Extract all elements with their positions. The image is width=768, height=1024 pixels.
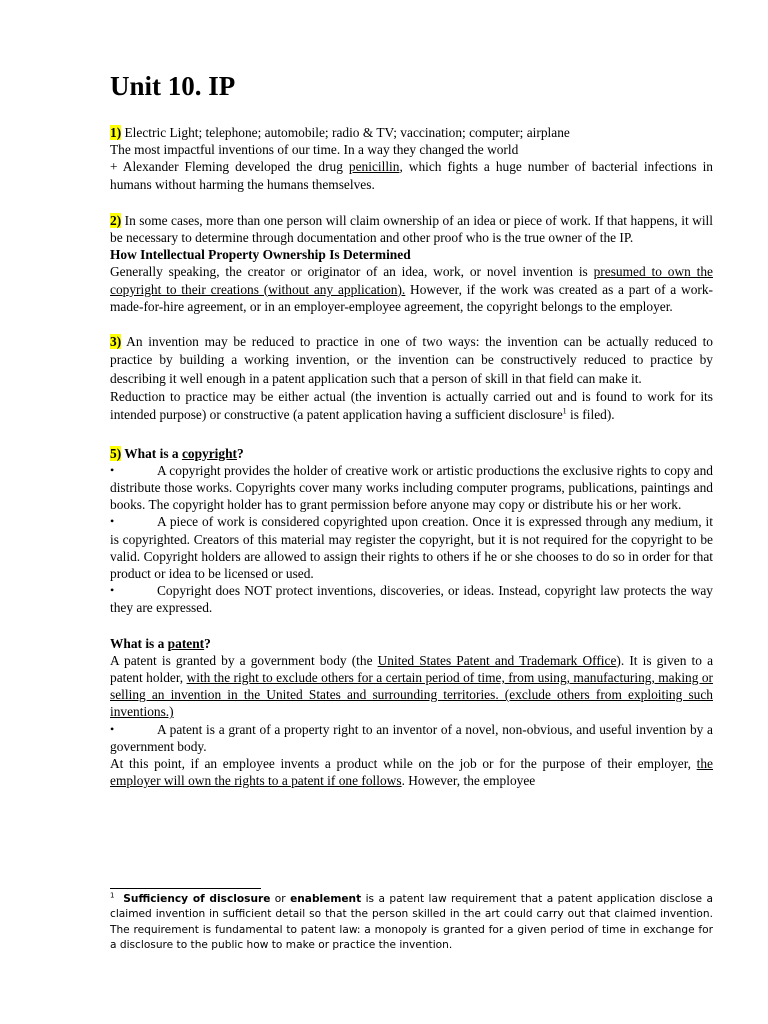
section-1-line-3-text-b: , which fights a huge number of bacterial infections in humans without harming the humans themselves. — [110, 159, 713, 192]
copyright-bullet-2: • A piece of work is considered copyrighted upon creation. Once it is expressed through any medium, it is copyrighted. Creators of this material may register the copyright, but it is not required for the copyright to be valid. Copyright holders are allowed to assign their rights to others if he or she chooses to do so in order for that product or idea to be licensed or used. — [110, 513, 713, 582]
penicillin-link[interactable]: penicillin — [348, 159, 400, 175]
patent-paragraph-2-text-b: . However, the employee — [401, 773, 536, 789]
section-2-underlined-text: presumed to own the copyright to their creations (without any application). — [110, 264, 713, 297]
section-3-paragraph-2-text-b: is filed). — [566, 407, 615, 423]
section-3-paragraph-1 — [110, 333, 713, 388]
section-1-line-2: The most impactful inventions of our time. In a way they changed the world — [110, 142, 519, 158]
section-1-line-3 — [110, 158, 713, 192]
section-2-heading: How Intellectual Property Ownership Is Determined — [110, 247, 411, 263]
footnote-separator — [110, 888, 261, 889]
patent-heading-text-a: What is a — [110, 635, 168, 651]
patent-heading — [110, 635, 713, 652]
section-2-number: 2) — [110, 212, 122, 228]
copyright-heading-text-a: What is a — [121, 445, 182, 461]
copyright-heading — [110, 445, 713, 462]
patent-link[interactable]: patent — [167, 635, 205, 651]
section-2-paragraph-2-text-a: Generally speaking, the creator or originator of an idea, work, or novel invention is — [110, 264, 594, 280]
patent-paragraph-1 — [110, 652, 713, 721]
footnote-reference[interactable]: 1 — [562, 406, 567, 416]
section-2-paragraph-2-text-b: However, if the work was created as a part of a work-made-for-hire agreement, or in an employer-employee agreement, the copyright belongs to the employer. — [110, 281, 714, 314]
section-2-paragraph-1-text: In some cases, more than one person will claim ownership of an idea or piece of work. If that happens, it will be necessary to determine through documentation and other proof who is the true owner of the IP. — [110, 212, 713, 246]
patent-heading-text-b: ? — [204, 635, 211, 651]
patent-paragraph-1-text-a: A patent is granted by a government body (the — [110, 652, 378, 668]
copyright-link[interactable]: copyright — [181, 445, 237, 461]
footnote-term-1: Sufficiency of disclosure — [123, 893, 271, 905]
footnote-text-2: is a patent law requirement that a patent application disclose a claimed invention in sufficient detail so that the person skilled in the art could carry out that claimed invention. The requirement is fundamental to patent law: a monopoly is granted for a given period of time in exchange for a disclosure to the public how to make or practice the invention. — [110, 893, 713, 952]
patent-paragraph-1-text-b: ). It is given to a patent holder, — [110, 652, 714, 685]
section-2-paragraph-2 — [110, 263, 713, 315]
footnote-1 — [110, 892, 713, 954]
section-3-paragraph-2 — [110, 388, 713, 425]
section-3-paragraph-2-text-a: Reduction to practice may be either actual (the invention is actually carried out and is found to work for its intended purpose) or constructive (a patent application having a sufficient disclosure — [110, 388, 713, 423]
section-2-paragraph-1 — [110, 212, 713, 246]
section-1-line-1-text: Electric Light; telephone; automobile; radio & TV; vaccination; computer; airplane — [121, 125, 570, 140]
section-3-paragraph-1-text: An invention may be reduced to practice in one of two ways: the invention can be actually reduced to practice by building a working invention, or the invention can be constructively reduced to practice by describing it well enough in a patent application such that a person of skill in that field can make it. — [110, 334, 713, 386]
footnote-number: 1 — [110, 891, 115, 900]
patent-paragraph-2-text-a: At this point, if an employee invents a product while on the job or for the purpose of their employer, — [110, 755, 697, 771]
footnote-term-2: enablement — [290, 893, 362, 905]
copyright-bullet-3: • Copyright does NOT protect inventions, discoveries, or ideas. Instead, copyright law protects the way they are expressed. — [110, 582, 713, 616]
patent-underlined-text: with the right to exclude others for a certain period of time, from using, manufacturing, making or selling an invention in the United States and surrounding territories. (exclude others from exploiting such inventions.) — [110, 669, 713, 720]
section-5-number: 5) — [110, 445, 122, 461]
patent-bullet-1: • A patent is a grant of a property right to an inventor of a novel, non-obvious, and useful invention by a government body. — [110, 721, 713, 755]
document-body — [110, 68, 713, 789]
section-3-number: 3) — [110, 334, 122, 350]
copyright-bullet-1: • A copyright provides the holder of creative work or artistic productions the exclusive rights to copy and distribute those works. Copyrights cover many works including computer programs, publications, paintings and books. The copyright holder has to grant permission before anyone may copy or distribute his or her work. — [110, 462, 713, 514]
patent-paragraph-2 — [110, 755, 713, 789]
section-1-line-1 — [110, 124, 713, 141]
section-1-number: 1) — [110, 125, 122, 140]
uspto-link[interactable]: United States Patent and Trademark Office — [377, 652, 617, 668]
copyright-heading-text-b: ? — [236, 445, 244, 461]
page-title: Unit 10. IP — [110, 71, 236, 101]
footnote-area — [110, 888, 713, 954]
section-1-line-3-text-a: + Alexander Fleming developed the drug — [110, 159, 349, 175]
patent-underlined-text-2: the employer will own the rights to a patent if one follows — [110, 755, 713, 789]
footnote-text-1: or — [270, 893, 291, 905]
